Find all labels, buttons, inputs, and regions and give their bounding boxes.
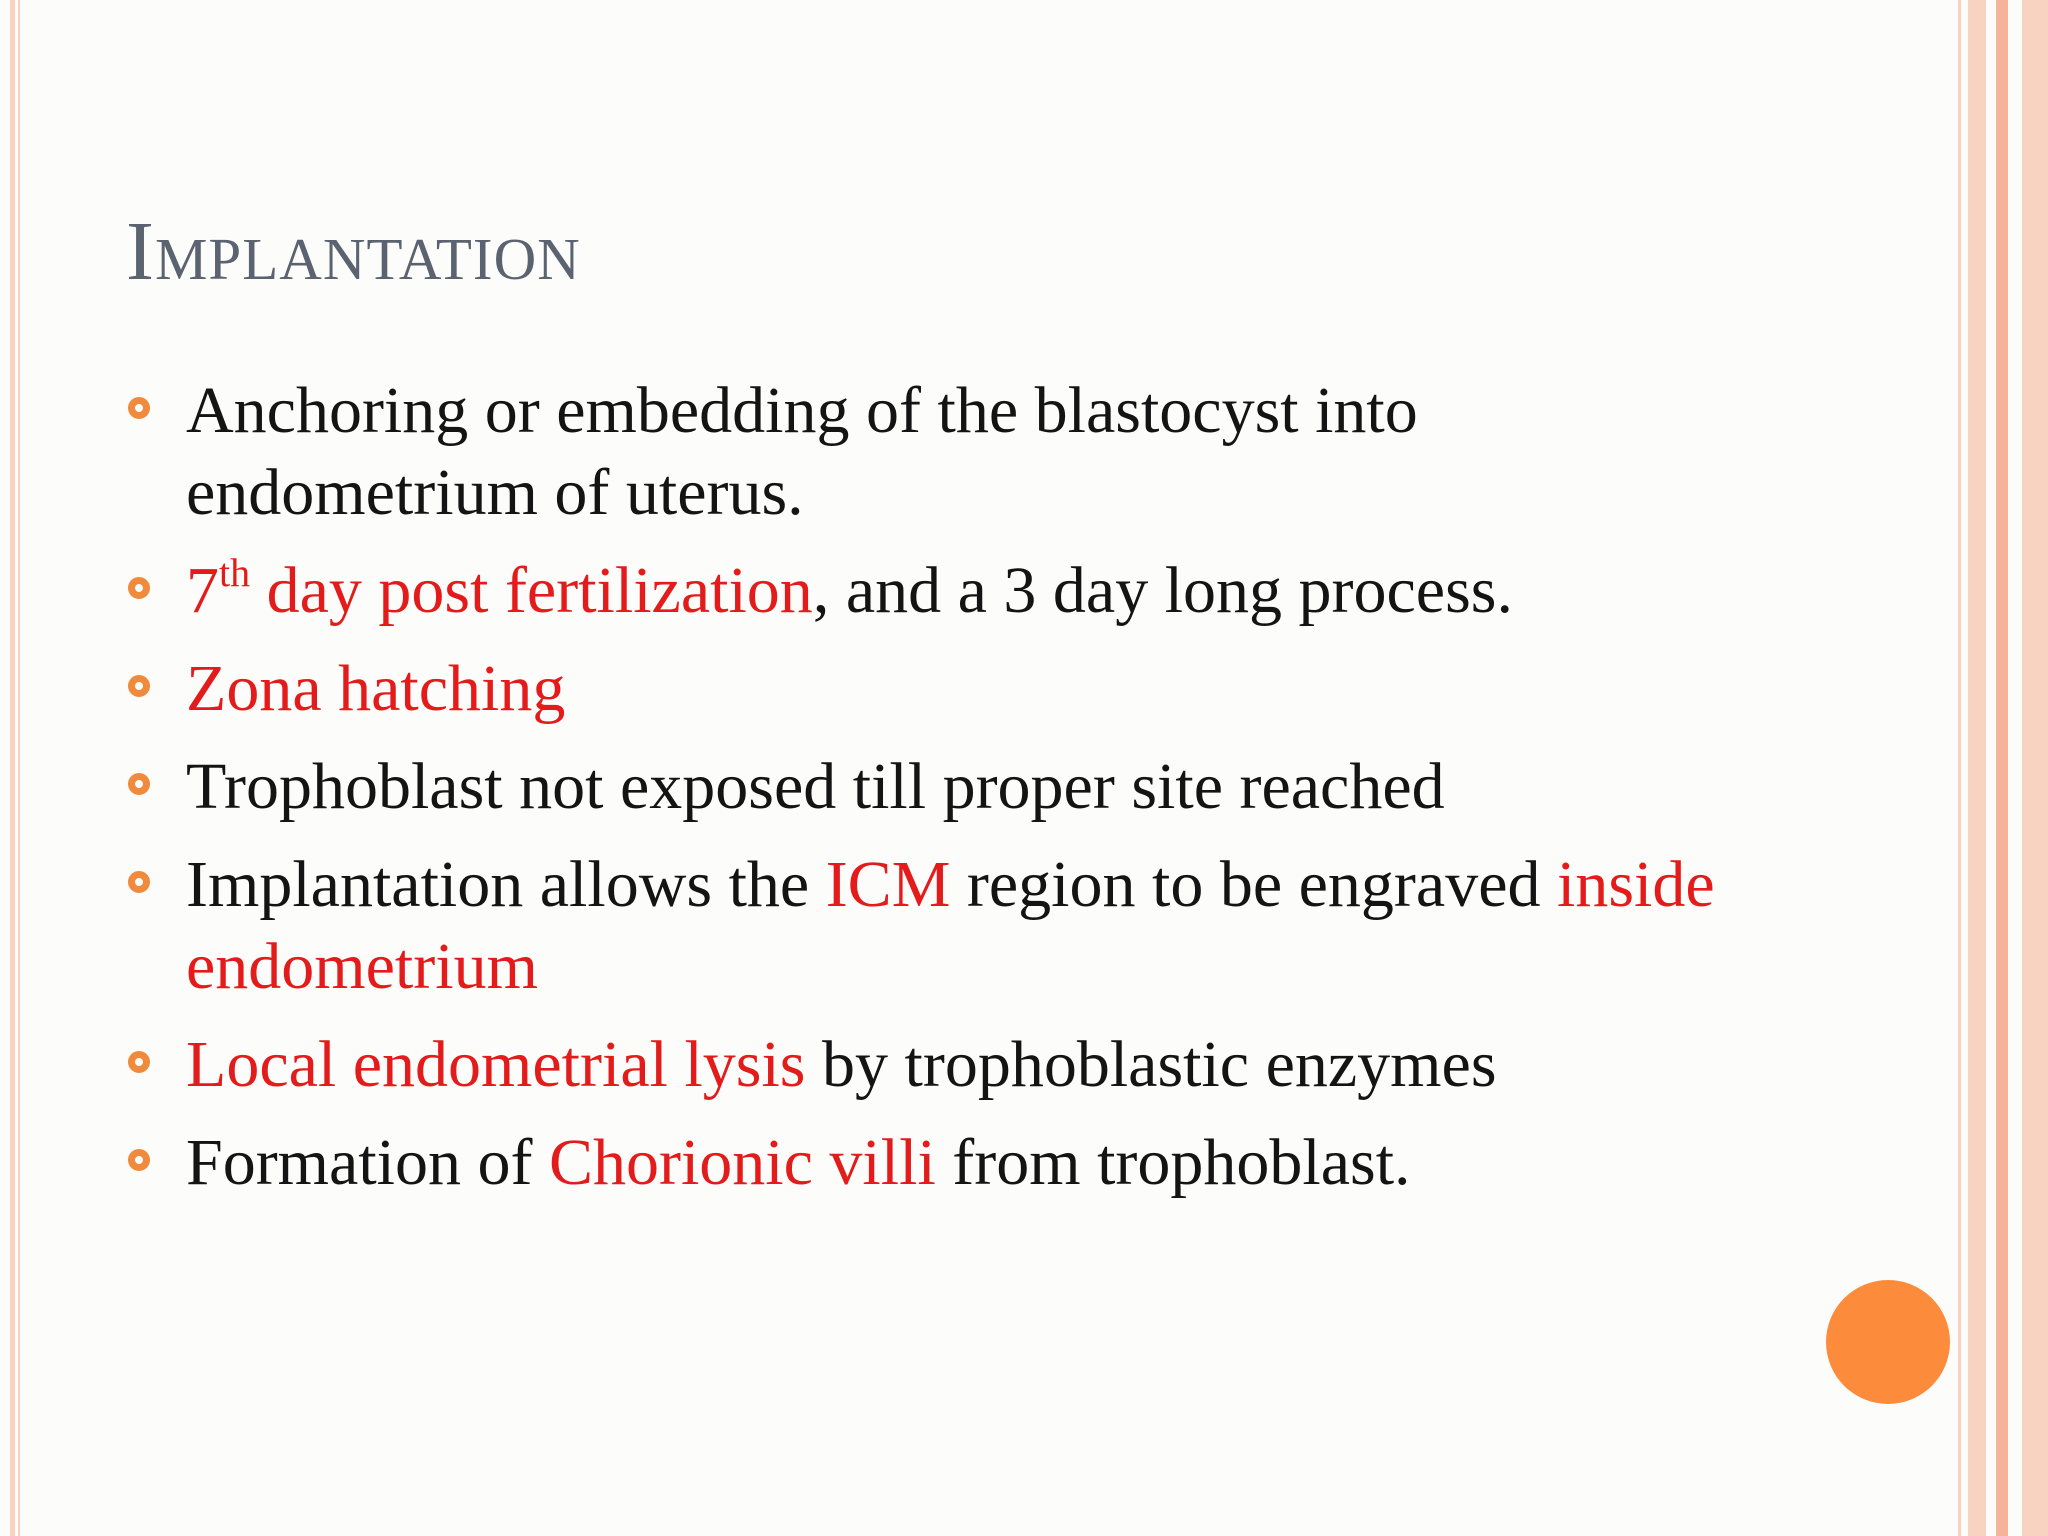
bullet-ring-icon [128,577,150,599]
text-segment: by trophoblastic enzymes [805,1028,1497,1101]
bullet-ring-icon [128,1051,150,1073]
right-border-stripe-outer [1996,0,2008,1536]
bullet-text [186,648,1776,730]
bullet-item [126,550,1776,632]
right-border-stripe-edge [2022,0,2048,1536]
bullet-item [126,746,1776,828]
bullet-list [126,370,1776,1220]
accent-circle [1826,1280,1950,1404]
text-segment: , and a 3 day long process. [812,554,1513,627]
highlighted-text: th [219,550,251,595]
highlighted-text: inside endometrium [186,848,1715,1003]
text-segment: Formation of [186,1126,549,1199]
left-border-stripe-thin [18,0,20,1536]
bullet-ring-icon [128,773,150,795]
text-segment: Implantation allows the [186,848,826,921]
slide-title: Implantation [126,205,581,298]
bullet-text [186,550,1776,632]
text-segment: Trophoblast not exposed till proper site reached [186,750,1445,823]
bullet-text [186,1122,1776,1204]
highlighted-text: day post fertilization [250,554,813,627]
bullet-item [126,370,1776,534]
bullet-ring-icon [128,1149,150,1171]
bullet-item [126,648,1776,730]
highlighted-text: ICM [825,848,951,921]
text-segment: region to be engraved [950,848,1557,921]
bullet-text [186,844,1776,1008]
right-border-stripe-thin [1958,0,1961,1536]
bullet-ring-icon [128,871,150,893]
highlighted-text: Local endometrial lysis [186,1028,806,1101]
highlighted-text: 7 [186,554,219,627]
bullet-text [186,1024,1776,1106]
bullet-text [186,370,1776,534]
bullet-ring-icon [128,675,150,697]
text-segment: Anchoring or embedding of the blastocyst into endometrium of uterus. [186,374,1418,529]
left-border-stripe [10,0,15,1536]
right-border-stripe-wide [1968,0,1986,1536]
bullet-item [126,1122,1776,1204]
text-segment: from trophoblast. [935,1126,1411,1199]
highlighted-text: Chorionic villi [548,1126,936,1199]
bullet-item [126,844,1776,1008]
bullet-ring-icon [128,397,150,419]
bullet-text [186,746,1776,828]
highlighted-text: Zona hatching [186,652,566,725]
bullet-item [126,1024,1776,1106]
